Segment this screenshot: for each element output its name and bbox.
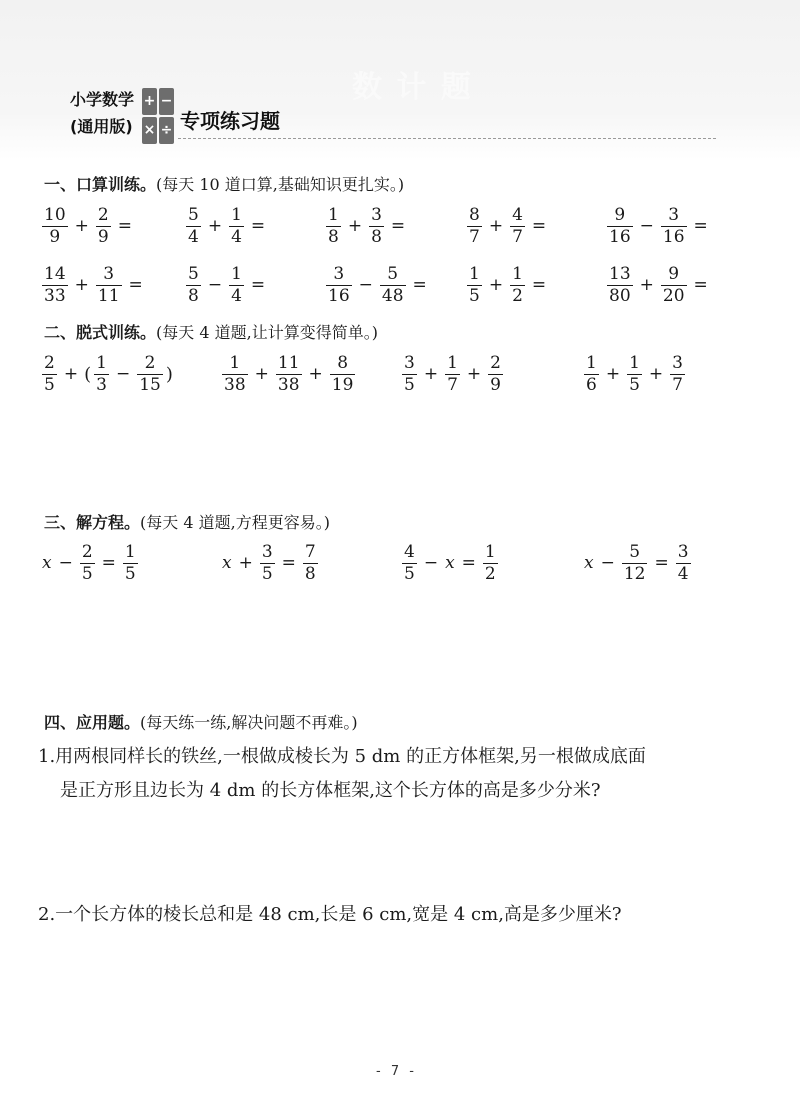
denominator: 3 — [96, 374, 107, 395]
numerator: 3 — [404, 352, 415, 373]
denominator: 7 — [469, 226, 480, 247]
equals: = — [117, 216, 132, 236]
denominator: 5 — [81, 563, 93, 584]
fraction — [676, 542, 691, 585]
equals: = — [250, 275, 266, 295]
oral-item — [184, 198, 270, 254]
denominator: 15 — [139, 374, 161, 395]
numerator: 1 — [328, 204, 339, 225]
oral-item — [324, 257, 432, 313]
equals: = — [654, 553, 669, 573]
numerator: 9 — [614, 204, 626, 225]
equals: = — [390, 216, 406, 236]
equation-1 — [40, 535, 140, 591]
variable-x: x — [445, 553, 455, 573]
denominator: 48 — [381, 285, 404, 306]
denominator: 16 — [662, 226, 685, 247]
denominator: 9 — [97, 226, 109, 247]
denominator: 2 — [512, 285, 523, 306]
times-icon: × — [142, 117, 157, 144]
oral-item — [465, 257, 551, 313]
numerator: 1 — [629, 352, 640, 373]
denominator: 7 — [672, 374, 683, 395]
numerator: 2 — [44, 352, 55, 373]
section-note: (每天 4 道题,让计算变得简单。) — [156, 323, 378, 342]
numerator: 3 — [668, 204, 680, 225]
fraction — [42, 205, 68, 248]
denominator: 2 — [484, 563, 496, 584]
numerator: 1 — [229, 352, 241, 373]
brand-line-2: (通用版) — [70, 117, 133, 136]
variable-x: x — [222, 553, 232, 573]
fraction — [369, 205, 384, 248]
fraction — [326, 264, 352, 307]
numerator: 2 — [144, 352, 156, 373]
denominator: 8 — [188, 285, 199, 306]
variable-x: x — [42, 553, 52, 573]
fraction — [94, 353, 109, 396]
equals: = — [461, 553, 476, 573]
operator: − — [207, 275, 223, 295]
section-equation-title — [44, 510, 330, 533]
fraction — [186, 264, 201, 307]
numerator: 1 — [231, 204, 242, 225]
equation-3 — [400, 535, 500, 591]
fraction — [303, 542, 318, 585]
brand-line-1: 小学数学 — [70, 90, 135, 109]
equation-2 — [220, 535, 320, 591]
oral-item — [605, 198, 713, 254]
numerator: 1 — [586, 352, 597, 373]
left-paren: ( — [84, 363, 92, 385]
section-heading: 三、解方程。 — [44, 513, 141, 532]
section-note: (每天 10 道口算,基础知识更扎实。) — [156, 175, 405, 194]
operator: + — [605, 364, 621, 384]
denominator: 33 — [44, 285, 66, 306]
equals: = — [250, 216, 266, 236]
denominator: 7 — [447, 374, 458, 395]
numerator: 1 — [512, 263, 523, 284]
right-paren: ) — [165, 363, 173, 385]
denominator: 5 — [404, 374, 415, 395]
denominator: 5 — [469, 285, 480, 306]
denominator: 9 — [490, 374, 501, 395]
operator: + — [207, 216, 223, 236]
minus-icon: − — [159, 88, 174, 115]
denominator: 12 — [623, 563, 646, 584]
section-note: (每天 4 道题,方程更容易。) — [140, 513, 330, 532]
section-oral-title — [44, 172, 404, 195]
operator: − — [358, 275, 373, 295]
fraction — [661, 264, 687, 307]
denominator: 7 — [512, 226, 523, 247]
operator: + — [74, 275, 89, 295]
operator: + — [238, 553, 253, 573]
operator: + — [254, 364, 269, 384]
denominator: 20 — [662, 285, 685, 306]
operator: + — [488, 275, 504, 295]
numerator: 4 — [512, 204, 523, 225]
numerator: 2 — [490, 352, 501, 373]
oral-item — [324, 198, 410, 254]
fraction — [467, 205, 482, 248]
plus-icon: + — [142, 88, 157, 115]
numerator: 5 — [387, 263, 399, 284]
oral-item — [184, 257, 270, 313]
numerator: 14 — [44, 263, 66, 284]
fraction — [445, 353, 460, 396]
denominator: 38 — [224, 374, 246, 395]
denominator: 4 — [231, 226, 242, 247]
stepwise-problem-4 — [582, 346, 687, 402]
numerator: 1 — [447, 352, 458, 373]
numerator: 5 — [629, 541, 641, 562]
fraction — [330, 353, 356, 396]
fraction — [607, 205, 633, 248]
numerator: 11 — [277, 352, 300, 373]
header-divider — [178, 138, 716, 139]
section-heading: 一、口算训练。 — [44, 175, 157, 194]
fraction — [229, 205, 244, 248]
denominator: 6 — [586, 374, 597, 395]
stepwise-problem-2 — [220, 346, 357, 402]
section-stepwise-title — [44, 320, 378, 343]
fraction — [622, 542, 648, 585]
fraction — [222, 353, 248, 396]
equation-4 — [582, 535, 693, 591]
fraction — [402, 542, 417, 585]
fraction — [96, 205, 111, 248]
operator: + — [488, 216, 504, 236]
fraction — [137, 353, 163, 396]
operator: + — [308, 364, 323, 384]
fraction — [229, 264, 244, 307]
fraction — [467, 264, 482, 307]
page-number: - 7 - — [376, 1064, 417, 1079]
operator: + — [639, 275, 654, 295]
fraction — [42, 264, 68, 307]
operator: + — [74, 216, 89, 236]
denominator: 16 — [609, 226, 631, 247]
numerator: 2 — [97, 204, 109, 225]
fraction — [670, 353, 685, 396]
section-heading: 二、脱式训练。 — [44, 323, 157, 342]
section-heading: 四、应用题。 — [44, 713, 141, 732]
denominator: 5 — [261, 563, 273, 584]
operator: − — [639, 216, 654, 236]
operator: + — [648, 364, 664, 384]
denominator: 5 — [44, 374, 55, 395]
denominator: 8 — [304, 563, 316, 584]
fraction — [380, 264, 406, 307]
numerator: 5 — [188, 204, 199, 225]
numerator: 8 — [469, 204, 480, 225]
fraction — [186, 205, 201, 248]
variable-x: x — [584, 553, 594, 573]
equals: = — [693, 275, 708, 295]
numerator: 1 — [124, 541, 136, 562]
operator: + — [347, 216, 363, 236]
fraction — [80, 542, 95, 585]
denominator: 8 — [371, 226, 382, 247]
section-word-problem-title — [44, 710, 358, 733]
header-ghost-title: 数 计 题 — [352, 70, 473, 105]
numerator: 7 — [304, 541, 316, 562]
operator: − — [423, 553, 439, 573]
denominator: 11 — [97, 285, 120, 306]
operator: − — [600, 553, 615, 573]
numerator: 1 — [231, 263, 242, 284]
denominator: 5 — [404, 563, 415, 584]
numerator: 2 — [81, 541, 93, 562]
operator: + — [423, 364, 439, 384]
oral-item — [40, 198, 137, 254]
denominator: 38 — [277, 374, 300, 395]
denominator: 80 — [609, 285, 631, 306]
equals: = — [531, 275, 547, 295]
numerator: 3 — [371, 204, 382, 225]
section-note: (每天练一练,解决问题不再难。) — [140, 713, 358, 732]
operator: − — [58, 553, 73, 573]
problem-text: 2.一个长方体的棱长总和是 48 cm,长是 6 cm,宽是 4 cm,高是多少厘米? — [38, 904, 622, 925]
denominator: 9 — [49, 226, 61, 247]
stepwise-problem-1 — [40, 346, 174, 402]
word-problem-1 — [38, 740, 768, 808]
numerator: 9 — [668, 263, 680, 284]
numerator: 1 — [96, 352, 107, 373]
fraction — [488, 353, 503, 396]
denominator: 5 — [629, 374, 640, 395]
fraction — [510, 205, 525, 248]
fraction — [483, 542, 498, 585]
numerator: 3 — [103, 263, 115, 284]
fraction — [627, 353, 642, 396]
fraction — [510, 264, 525, 307]
equals: = — [531, 216, 547, 236]
fraction — [607, 264, 633, 307]
operator: + — [63, 364, 79, 384]
oral-item — [465, 198, 551, 254]
operator-logo — [142, 88, 176, 146]
numerator: 3 — [333, 263, 345, 284]
oral-item — [605, 257, 713, 313]
denominator: 4 — [188, 226, 199, 247]
fraction — [661, 205, 687, 248]
fraction — [96, 264, 122, 307]
operator: − — [115, 364, 131, 384]
fraction — [402, 353, 417, 396]
fraction — [276, 353, 302, 396]
equals: = — [412, 275, 427, 295]
denominator: 4 — [231, 285, 242, 306]
denominator: 5 — [124, 563, 136, 584]
equals: = — [693, 216, 708, 236]
problem-text-line-1: 1.用两根同样长的铁丝,一根做成棱长为 5 dm 的正方体框架,另一根做成底面 — [38, 746, 646, 767]
numerator: 1 — [469, 263, 480, 284]
fraction — [260, 542, 275, 585]
series-brand — [70, 86, 134, 140]
equals: = — [281, 553, 296, 573]
numerator: 5 — [188, 263, 199, 284]
stepwise-problem-3 — [400, 346, 505, 402]
fraction — [123, 542, 138, 585]
book-title: 专项练习题 — [180, 109, 280, 133]
equals: = — [128, 275, 143, 295]
denominator: 19 — [331, 374, 354, 395]
numerator: 10 — [44, 204, 66, 225]
equals: = — [101, 553, 116, 573]
numerator: 1 — [484, 541, 496, 562]
fraction — [326, 205, 341, 248]
problem-text-line-2: 是正方形且边长为 4 dm 的长方体框架,这个长方体的高是多少分米? — [60, 780, 601, 801]
word-problem-2 — [38, 898, 768, 932]
numerator: 3 — [672, 352, 683, 373]
fraction — [42, 353, 57, 396]
denominator: 8 — [328, 226, 339, 247]
numerator: 13 — [609, 263, 631, 284]
oral-item — [40, 257, 148, 313]
divide-icon: ÷ — [159, 117, 174, 144]
numerator: 3 — [261, 541, 273, 562]
operator: + — [466, 364, 482, 384]
numerator: 4 — [404, 541, 415, 562]
fraction — [584, 353, 599, 396]
denominator: 16 — [328, 285, 350, 306]
numerator: 8 — [337, 352, 349, 373]
numerator: 3 — [677, 541, 689, 562]
denominator: 4 — [677, 563, 689, 584]
